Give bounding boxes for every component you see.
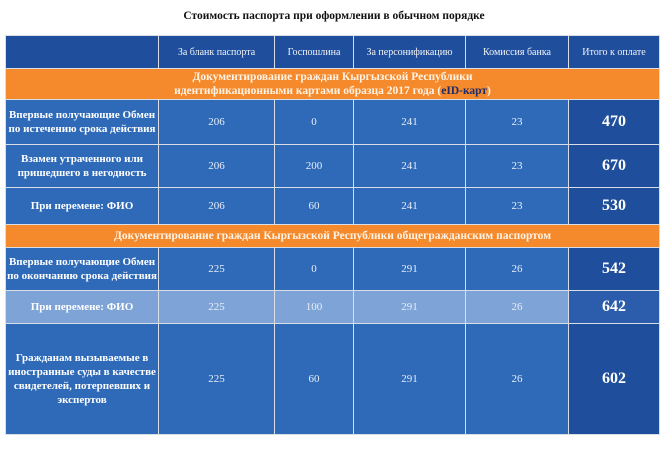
cell-fee: 60 (275, 324, 354, 435)
cell-bank: 23 (466, 145, 569, 188)
table-row (6, 248, 660, 291)
section-eid-line1: Документирование граждан Кыргызской Республики (192, 71, 473, 83)
page-title: Стоимость паспорта при оформлении в обычном порядке (183, 10, 485, 22)
section-eid-row (6, 69, 660, 100)
cell-fee: 0 (275, 248, 354, 291)
cell-bank: 26 (466, 324, 569, 435)
cell-total: 542 (569, 248, 660, 291)
row-label: При перемене: ФИО (6, 291, 159, 324)
cell-personalization: 241 (354, 188, 466, 225)
cell-bank: 26 (466, 248, 569, 291)
row-label: Впервые получающие Обмен по окончанию срока действия (6, 248, 159, 291)
section-passport-row (6, 225, 660, 248)
header-personalization: За персонификацию (354, 36, 466, 69)
cell-bank: 26 (466, 291, 569, 324)
row-label: Взамен утраченного или пришедшего в негодность (6, 145, 159, 188)
section-eid-title (6, 69, 660, 100)
cell-blank: 225 (159, 248, 275, 291)
header-fee: Госпошлина (275, 36, 354, 69)
cell-fee: 0 (275, 100, 354, 145)
cell-personalization: 241 (354, 100, 466, 145)
table-row (6, 291, 660, 324)
cell-personalization: 291 (354, 291, 466, 324)
header-row (6, 36, 660, 69)
cell-bank: 23 (466, 188, 569, 225)
cell-blank: 225 (159, 291, 275, 324)
table-row (6, 100, 660, 145)
passport-cost-table (5, 35, 660, 435)
header-total: Итого к оплате (569, 36, 660, 69)
cell-total: 470 (569, 100, 660, 145)
cell-fee: 100 (275, 291, 354, 324)
cell-blank: 206 (159, 145, 275, 188)
cell-fee: 200 (275, 145, 354, 188)
cell-blank: 206 (159, 100, 275, 145)
row-label: Гражданам вызываемые в иностранные суды в качестве свидетелей, потерпевших и экспертов (6, 324, 159, 435)
header-blank: За бланк паспорта (159, 36, 275, 69)
cell-total: 642 (569, 291, 660, 324)
cell-blank: 206 (159, 188, 275, 225)
cell-personalization: 241 (354, 145, 466, 188)
row-label: Впервые получающие Обмен по истечению срока действия (6, 100, 159, 145)
cell-total: 602 (569, 324, 660, 435)
table-row (6, 145, 660, 188)
cell-fee: 60 (275, 188, 354, 225)
header-empty (6, 36, 159, 69)
section-eid-highlight: eID-карт (441, 85, 488, 97)
cell-total: 530 (569, 188, 660, 225)
section-passport-title: Документирование граждан Кыргызской Республики общегражданским паспортом (6, 225, 660, 248)
table-row (6, 188, 660, 225)
row-label: При перемене: ФИО (6, 188, 159, 225)
cell-blank: 225 (159, 324, 275, 435)
header-bank-commission: Комиссия банка (466, 36, 569, 69)
cell-personalization: 291 (354, 324, 466, 435)
section-eid-line2-suffix: ) (487, 85, 491, 97)
table-row (6, 324, 660, 435)
cell-total: 670 (569, 145, 660, 188)
cell-personalization: 291 (354, 248, 466, 291)
cell-bank: 23 (466, 100, 569, 145)
section-eid-line2-prefix: идентификационными картами образца 2017 года ( (174, 85, 442, 97)
